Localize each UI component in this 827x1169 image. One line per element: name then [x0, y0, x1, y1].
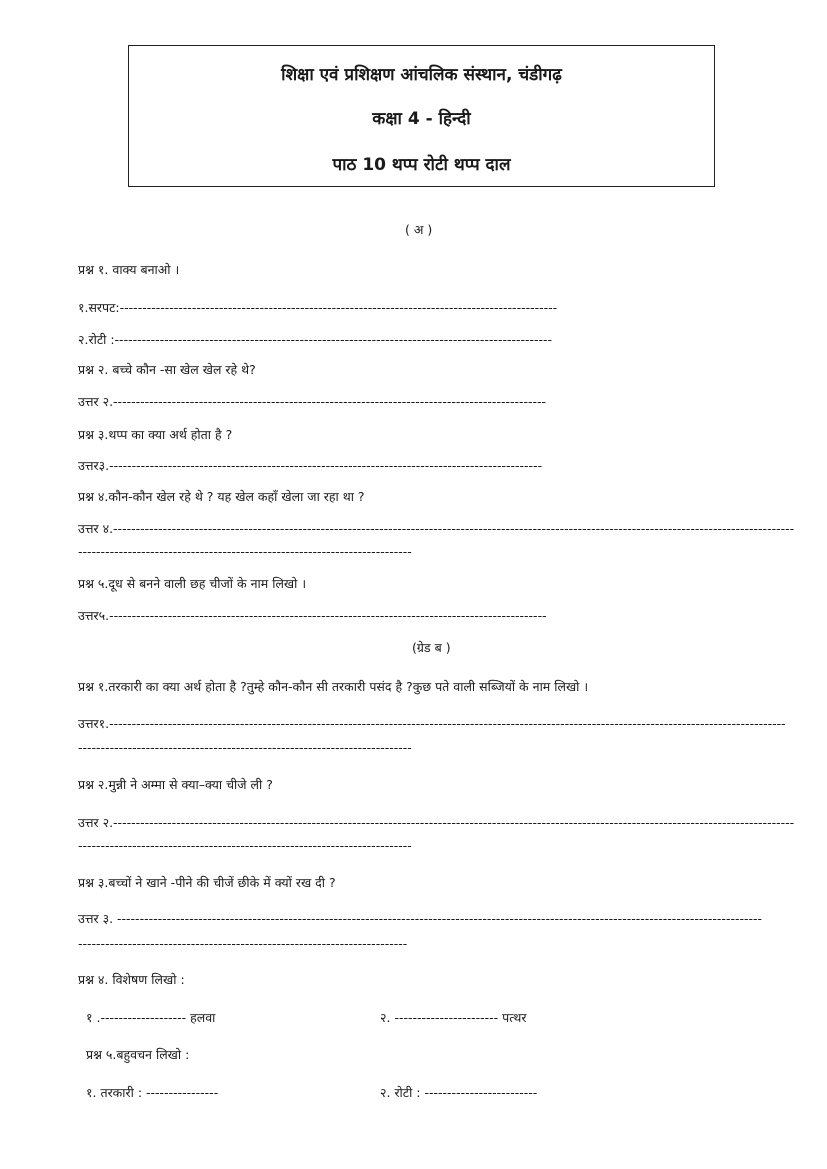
plural-item-1: १. तरकारी : ----------------: [86, 1085, 219, 1100]
question-line: प्रश्न ४. विशेषण लिखो :: [78, 972, 185, 987]
answer-line-continued: --------------------------------------------------------------------------: [78, 838, 412, 853]
class-title: कक्षा 4 - हिन्दी: [372, 109, 471, 129]
plural-item-2: २. रोटी : -------------------------: [380, 1085, 538, 1100]
question-line: प्रश्न २.मुन्नी ने अम्मा से क्या–क्या चीजे ली ?: [78, 777, 273, 792]
answer-line: उत्तर५.-------------------------------------------------------------------------------------------------: [78, 608, 547, 623]
question-line: प्रश्न ५.बहुवचन लिखो :: [86, 1047, 190, 1062]
answer-line: उत्तर३.------------------------------------------------------------------------------------------------: [78, 458, 543, 473]
answer-line-continued: --------------------------------------------------------------------------: [78, 544, 412, 559]
question-line: प्रश्न ३.थप्प का क्या अर्थ होता है ?: [78, 427, 233, 442]
question-line: प्रश्न ३.बच्चों ने खाने -पीने की चीजें छीके में क्यों रख दी ?: [78, 875, 336, 890]
answer-line: उत्तर ३. -----------------------------------------------------------------------------------------------------------------------------------------------: [78, 911, 763, 926]
adjective-item-1: १ .------------------- हलवा: [86, 1010, 216, 1025]
answer-line: उत्तर २.------------------------------------------------------------------------------------------------: [78, 394, 547, 409]
institute-title: शिक्षा एवं प्रशिक्षण आंचलिक संस्थान, चंडीगढ़: [281, 65, 562, 85]
answer-line: उत्तर१.------------------------------------------------------------------------------------------------------------------------------------------------------: [78, 716, 786, 731]
answer-line-continued: --------------------------------------------------------------------------: [78, 740, 412, 755]
question-line: प्रश्न ५.दूध से बनने वाली छह चीजों के नाम लिखो ।: [78, 576, 307, 591]
question-line: प्रश्न २. बच्चे कौन -सा खेल खेल रहे थे?: [78, 362, 256, 377]
section-a-title: ( अ ): [405, 222, 433, 237]
section-b-title: (ग्रेड ब ): [412, 640, 451, 655]
answer-line: उत्तर ४.-------------------------------------------------------------------------------------------------------------------------------------------------------: [78, 521, 795, 536]
lesson-title: पाठ 10 थप्प रोटी थप्प दाल: [332, 155, 511, 175]
answer-line: १.सरपट:-------------------------------------------------------------------------------------------------: [78, 300, 558, 315]
question-line: प्रश्न ४.कौन-कौन खेल रहे थे ? यह खेल कहाँ खेला जा रहा था ?: [78, 489, 365, 504]
adjective-item-2: २. ----------------------- पत्थर: [380, 1010, 527, 1025]
question-line: प्रश्न १.तरकारी का क्या अर्थ होता है ?तुम्हे कौन-कौन सी तरकारी पसंद है ?कुछ पते वाली सब्जियों के नाम लिखो ।: [78, 679, 589, 694]
answer-line-continued: -------------------------------------------------------------------------: [78, 936, 408, 951]
answer-line: २.रोटी :-------------------------------------------------------------------------------------------------: [78, 332, 553, 347]
answer-line: उत्तर २.-------------------------------------------------------------------------------------------------------------------------------------------------------: [78, 815, 795, 830]
header-box: [128, 45, 715, 187]
question-line: प्रश्न १. वाक्य बनाओ ।: [78, 262, 180, 277]
